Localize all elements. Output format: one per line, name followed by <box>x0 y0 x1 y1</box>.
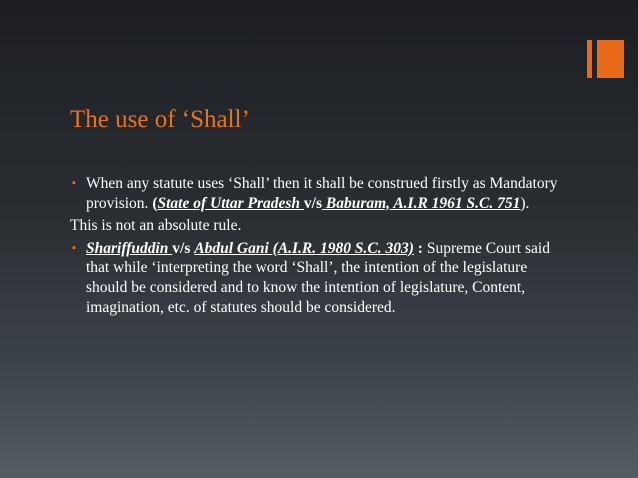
case-citation: Abdul Gani (A.I.R. 1980 S.C. 303) <box>194 239 414 257</box>
case-citation: Baburam, A.I.R 1961 S.C. 751 <box>321 194 521 212</box>
case-name: State of Uttar Pradesh <box>157 194 304 212</box>
bullet-marker-icon: ▪ <box>72 241 76 254</box>
bullet-text-end: ). <box>520 194 530 212</box>
slide-title: The use of ‘Shall’ <box>70 106 250 133</box>
bullet-item <box>70 239 570 317</box>
bullet-text: Supreme Court said that while ‘interpreting the word ‘Shall’, the intention of the legislature should be considered and to know the intention of legislature, Content, imagination, etc. of statutes should be considered. <box>86 239 550 316</box>
bullet-item <box>70 174 570 213</box>
note-text: This is not an absolute rule. <box>70 217 242 235</box>
case-name: Shariffuddin <box>86 239 173 257</box>
versus-text: v/s <box>303 194 322 212</box>
colon-text: : <box>413 239 423 257</box>
accent-bar-thick <box>597 40 624 78</box>
paren-open: ( <box>152 194 158 212</box>
bullet-marker-icon: ▪ <box>72 177 76 189</box>
versus-text: v/s <box>172 239 195 257</box>
slide-body <box>70 174 570 317</box>
accent-bar-thin <box>587 40 592 78</box>
bullet-text: When any statute uses ‘Shall’ then it shall be construed firstly as Mandatory provision. <box>86 175 558 212</box>
